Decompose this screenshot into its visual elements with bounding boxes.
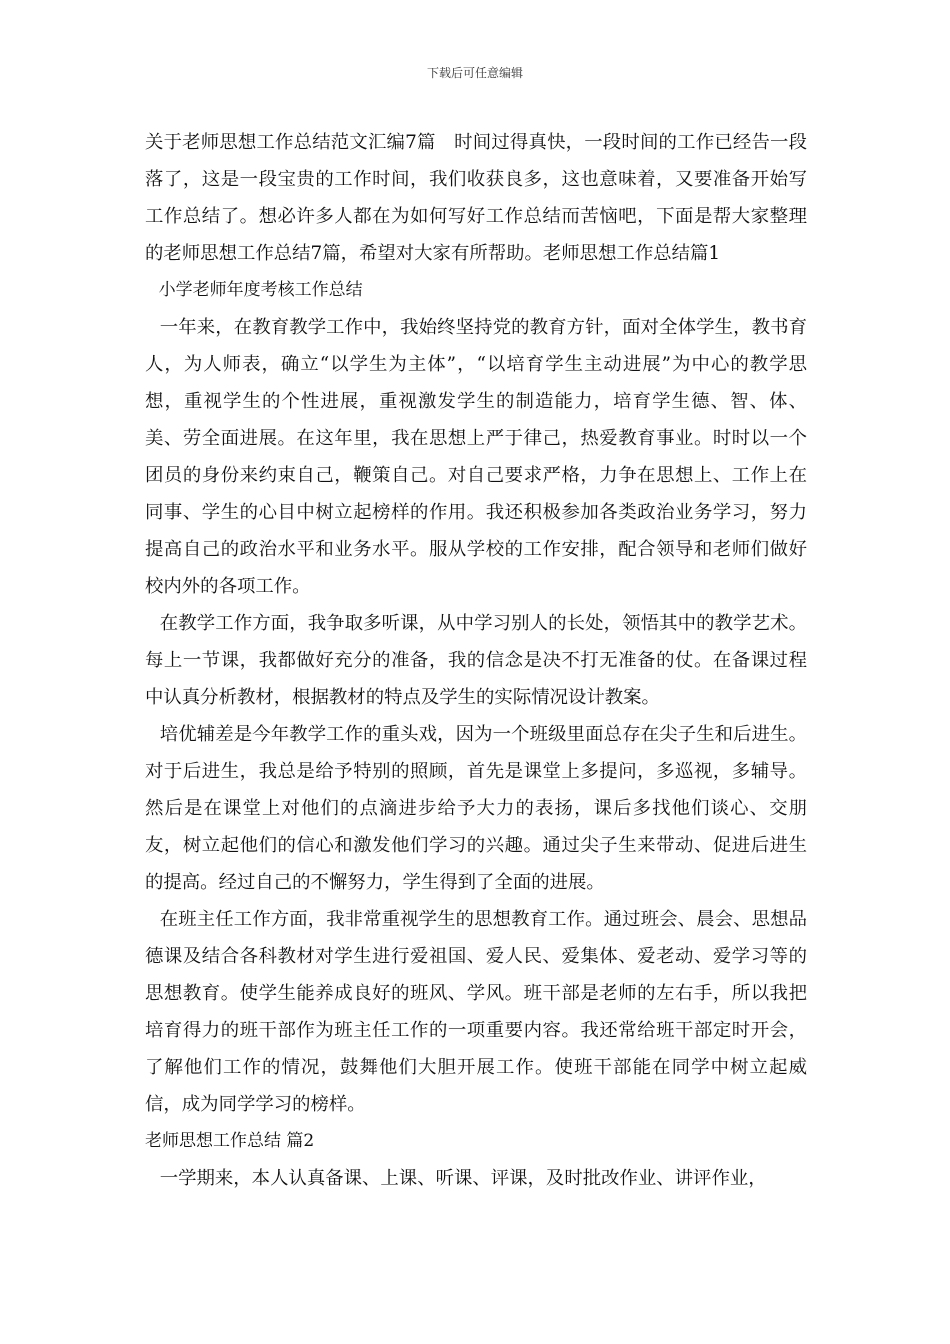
body-paragraph: 一学期来，本人认真备课、上课、听课、评课，及时批改作业、讲评作业， — [159, 1168, 767, 1189]
body-paragraph: 在班主任工作方面，我非常重视学生的思想教育工作。通过班会、晨会、思想品德课及结合各科教材对学生进行爱祖国、爱人民、爱集体、爱老动、爱学习等的思想教育。使学生能养成良好的班风、学风。班干部是老师的左右手，所以我把培育得力的班干部作为班主任工作的一项重要内容。我还常给班干部定时开会，了解他们工作的情况，鼓舞他们大胆开展工作。使班干部能在同学中树立起威信，成为同学学习的榜样。 — [145, 909, 807, 1115]
intro-paragraph: 关于老师思想工作总结范文汇编7篇 时间过得真快，一段时间的工作已经告一段落了，这是一段宝贵的工作时间，我们收获良多，这也意味着，又要准备开始写工作总结了。想必许多人都在为如何写好工作总结而苦恼吧，下面是帮大家整理的老师思想工作总结7篇，希望对大家有所帮助。老师思想工作总结篇1 — [145, 132, 807, 264]
page-header-note: 下载后可任意编辑 — [426, 66, 523, 80]
section-heading: 老师思想工作总结 篇2 — [145, 1131, 315, 1151]
section-subtitle: 小学老师年度考核工作总结 — [158, 280, 363, 300]
body-paragraph: 培优辅差是今年教学工作的重头戏，因为一个班级里面总存在尖子生和后进生。对于后进生，我总是给予特别的照顾，首先是课堂上多提问，多巡视，多辅导。然后是在课堂上对他们的点滴进步给予大力的表扬，课后多找他们谈心、交朋友，树立起他们的信心和激发他们学习的兴趣。通过尖子生来带动、促进后进生的提高。经过自己的不懈努力，学生得到了全面的进展。 — [145, 724, 807, 893]
document-body — [145, 124, 807, 1197]
body-paragraph: 一年来，在教育教学工作中，我始终坚持党的教育方针，面对全体学生，教书育人，为人师表，确立“以学生为主体”，“以培育学生主动进展”为中心的教学思想，重视学生的个性进展，重视激发学生的制造能力，培育学生德、智、体、美、劳全面进展。在这年里，我在思想上严于律己，热爱教育事业。时时以一个团员的身份来约束自己，鞭策自己。对自己要求严格，力争在思想上、工作上在同事、学生的心目中树立起榜样的作用。我还积极参加各类政治业务学习，努力提高自己的政治水平和业务水平。服从学校的工作安排，配合领导和老师们做好校内外的各项工作。 — [145, 317, 807, 597]
body-paragraph: 在教学工作方面，我争取多听课，从中学习别人的长处，领悟其中的教学艺术。每上一节课，我都做好充分的准备，我的信念是决不打无准备的仗。在备课过程中认真分析教材，根据教材的特点及学生的实际情况设计教案。 — [145, 613, 807, 708]
